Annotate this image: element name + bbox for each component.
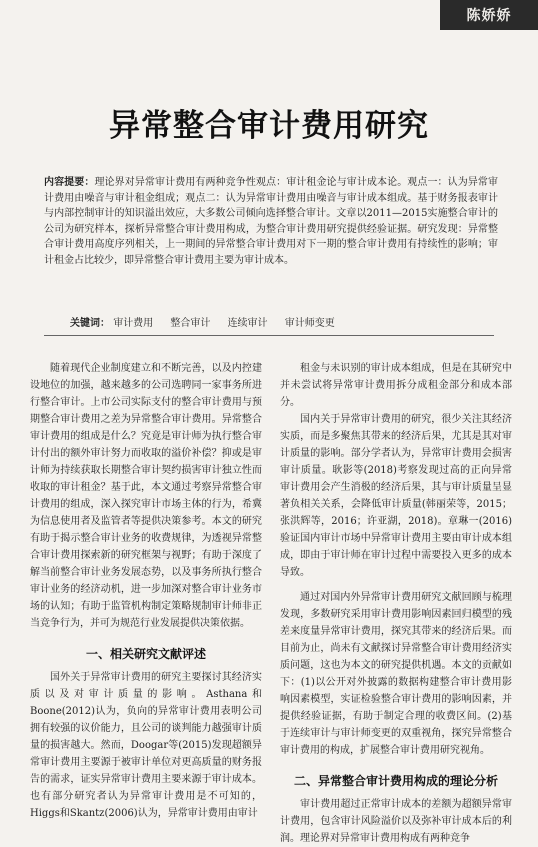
divider <box>44 335 494 336</box>
body-paragraph: 审计费用超过正常审计成本的差额为超额异常审计费用，包含审计风险溢价以及弥补审计成本后的利润。理论界对异常审计费用构成有两种竞争 <box>280 799 512 844</box>
body-paragraph: 国内关于异常审计费用的研究，很少关注其经济实质，而是多聚焦其带来的经济后果，尤其是其对审计质量的影响。部分学者认为，异常审计费用会损害审计质量。耿影等(2018)考察发现过高的正向异常审计费用会产生消极的经济后果，其与审计质量呈显著负相关关系，会降低审计质量(韩丽荣等，2015；张洪辉等，2016；许亚湖，2018)。章琳一(2016)验证国内审计市场中异常审计费用主要由审计成本组成，即由于审计师在审计过程中需要投入更多的成本导致。 <box>280 414 512 578</box>
body-column-right <box>280 360 512 844</box>
intro-paragraph: 随着现代企业制度建立和不断完善，以及内控建设地位的加强，越来越多的公司选聘同一家事务所进行整合审计。上市公司实际支付的整合审计费用与预期整合审计费用之差为异常整合审计费用。异常整合审计费用的组成是什么？究竟是审计师为执行整合审计付出的额外审计努力而收取的溢价补偿？抑或是审计师为持续获取长期整合审计契约损害审计独立性而收取的审计租金？基于此，本文通过考察异常整合审计费用的组成，深入探究审计市场主体的行为，希冀为信息使用者及监管者等提供决策参考。本文的研究有助于揭示整合审计业务的收费规律，为透视异常整合审计费用探索新的研究框架与视野；有助于深度了解当前整合审计业务发展态势，以及事务所执行整合审计业务的经济动机，进一步加深对整合审计业务市场的认知；有助于监管机构制定策略规制审计师非正当竞争行为，并可为规范行业发展提供决策依据。 <box>30 363 262 629</box>
author-name: 陈娇娇 <box>440 0 538 30</box>
keyword-item: 连续审计 <box>227 318 268 329</box>
body-paragraph: 通过对国内外异常审计费用研究文献回顾与梳理发现，多数研究采用审计费用影响因素回归模型的残差来度量异常审计费用，探究其带来的经济后果。而目前为止，尚未有文献探讨异常整合审计费用经济实质问题，这也为本文的研究提供机遇。本文的贡献如下：(1)以公开对外披露的数据构建整合审计费用影响因素模型，实证检验整合审计费用的影响因素，并提供经验证据，有助于制定合理的收费区间。(2)基于连续审计与审计师变更的双重视角，探究异常整合审计费用的构成，扩展整合审计费用研究视角。 <box>280 592 512 756</box>
section-heading-2: 二、异常整合审计费用构成的理论分析 <box>293 774 498 788</box>
keyword-item: 整合审计 <box>170 318 211 329</box>
abstract <box>44 175 498 268</box>
keyword-item: 审计师变更 <box>284 318 335 329</box>
abstract-label: 内容提要： <box>44 177 95 188</box>
article-title: 异常整合审计费用研究 <box>109 108 429 144</box>
body-column-left <box>30 360 262 819</box>
section-heading-1: 一、相关研究文献评述 <box>85 647 206 661</box>
keywords-label: 关键词： <box>70 318 110 329</box>
keywords <box>70 314 500 329</box>
keyword-item: 审计费用 <box>113 318 154 329</box>
body-paragraph: 租金与未识别的审计成本组成，但是在其研究中并未尝试将异常审计费用拆分成租金部分和成本部分。 <box>280 363 512 408</box>
body-paragraph: 国外关于异常审计费用的研究主要探讨其经济实质以及对审计质量的影响。Asthana和Boone(2012)认为，负向的异常审计费用表明公司拥有较强的议价能力，且公司的谈判能力越强审计质量的损害越大。然而，Doogar等(2015)发现超额异常审计费用主要源于被审计单位对更高质量的财务报告的需求，证实异常审计费用主要来源于审计成本。也有部分研究者认为异常审计费用是不可知的，Higgs和Skantz(2006)认为，异常审计费用由审计 <box>30 672 262 819</box>
abstract-text: 理论界对异常审计费用有两种竞争性观点：审计租金论与审计成本论。观点一：认为异常审计费用由噪音与审计租金组成；观点二：认为异常审计费用由噪音与审计成本组成。基于财务报表审计与内部控制审计的知识溢出效应，大多数公司倾向选择整合审计。文章以2011—2015实施整合审计的公司为研究样本，探析异常整合审计费用构成，为整合审计费用研究提供经验证据。研究发现：异常整合审计费用高度序列相关，上一期间的异常整合审计费用对下一期的整合审计费用有持续性的影响；审计租金占比较少，即异常整合审计费用主要为审计成本。 <box>44 177 499 266</box>
